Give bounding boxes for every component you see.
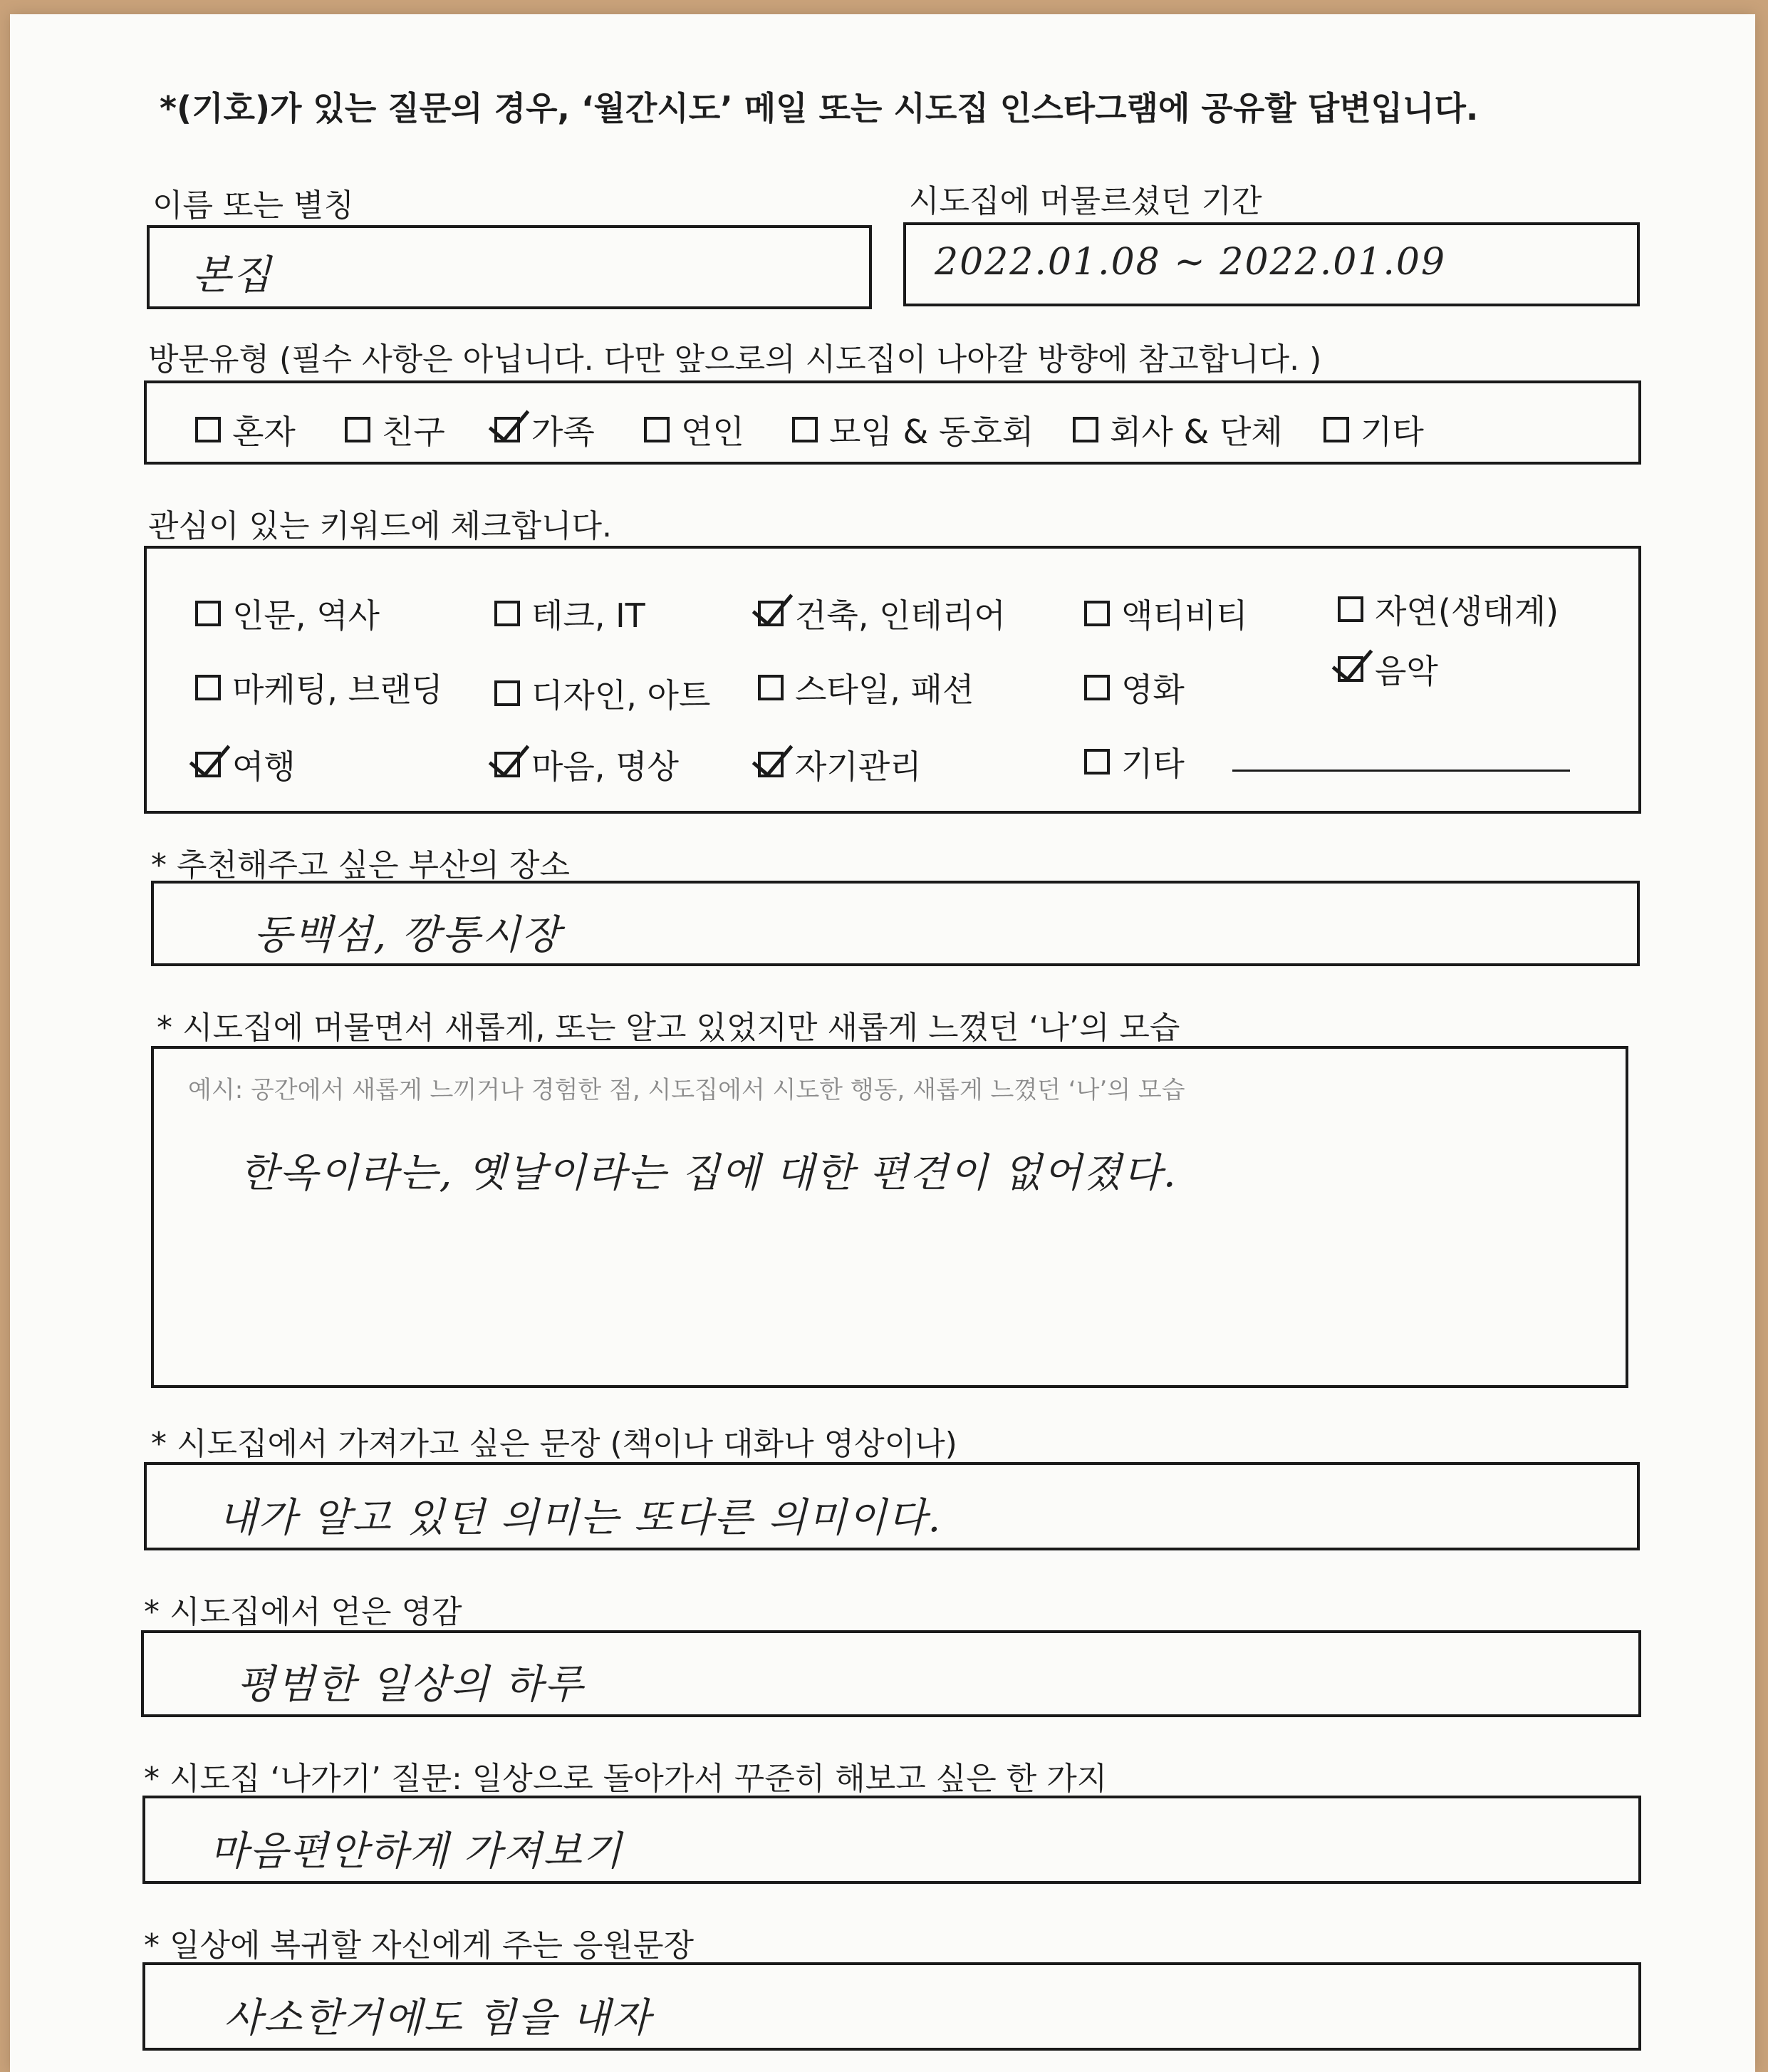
checkbox-icon[interactable] bbox=[1084, 601, 1110, 626]
checked-checkbox-icon[interactable] bbox=[1338, 656, 1363, 682]
cheer-value: 사소한거에도 힘을 내자 bbox=[224, 1995, 652, 2041]
checkbox-icon[interactable] bbox=[1338, 596, 1363, 622]
name-label: 이름 또는 별칭 bbox=[152, 187, 354, 224]
checkbox-icon[interactable] bbox=[758, 675, 784, 700]
visit-option-couple[interactable]: 연인 bbox=[644, 406, 744, 453]
visit-option-club[interactable]: 모임 & 동호회 bbox=[792, 406, 1034, 453]
keyword-self-care[interactable]: 자기관리 bbox=[758, 741, 922, 788]
checkbox-icon[interactable] bbox=[1073, 417, 1098, 442]
self-value: 한옥이라는, 옛날이라는 집에 대한 편견이 없어졌다. bbox=[239, 1150, 1177, 1196]
visit-option-family[interactable]: 가족 bbox=[494, 406, 595, 453]
checked-checkbox-icon[interactable] bbox=[494, 752, 520, 777]
sentence-label: * 시도집에서 가져가고 싶은 문장 (책이나 대화나 영상이나) bbox=[151, 1426, 957, 1462]
goingout-value: 마음편안하게 가져보기 bbox=[209, 1828, 623, 1875]
checkbox-icon[interactable] bbox=[195, 601, 221, 626]
checkbox-icon[interactable] bbox=[1084, 675, 1110, 700]
keywords-label: 관심이 있는 키워드에 체크합니다. bbox=[148, 508, 612, 544]
cheer-label: * 일상에 복귀할 자신에게 주는 응원문장 bbox=[144, 1927, 694, 1964]
goingout-field[interactable] bbox=[142, 1796, 1641, 1884]
self-hint: 예시: 공간에서 새롭게 느끼거나 경험한 점, 시도집에서 시도한 행동, 새롭게 느꼈던 ‘나’의 모습 bbox=[188, 1076, 1185, 1104]
self-label: * 시도집에 머물면서 새롭게, 또는 알고 있었지만 새롭게 느꼈던 ‘나’의 모습 bbox=[157, 1010, 1180, 1046]
keyword-design[interactable]: 디자인, 아트 bbox=[494, 670, 710, 717]
keyword-style[interactable]: 스타일, 패션 bbox=[758, 664, 974, 711]
visit-option-other[interactable]: 기타 bbox=[1324, 406, 1424, 453]
checkbox-icon[interactable] bbox=[494, 601, 520, 626]
keyword-mind[interactable]: 마음, 명상 bbox=[494, 741, 679, 788]
period-field[interactable] bbox=[903, 222, 1640, 306]
checked-checkbox-icon[interactable] bbox=[758, 601, 784, 626]
period-value: 2022.01.08 ~ 2022.01.09 bbox=[935, 241, 1447, 284]
keywords-box bbox=[144, 546, 1641, 814]
keyword-architecture[interactable]: 건축, 인테리어 bbox=[758, 590, 1006, 637]
checked-checkbox-icon[interactable] bbox=[494, 417, 520, 442]
name-value: 본집 bbox=[192, 252, 273, 299]
visit-option-company[interactable]: 회사 & 단체 bbox=[1073, 406, 1283, 453]
checkbox-icon[interactable] bbox=[1324, 417, 1349, 442]
keyword-movie[interactable]: 영화 bbox=[1084, 664, 1185, 711]
inspiration-label: * 시도집에서 얻은 영감 bbox=[144, 1594, 462, 1630]
goingout-label: * 시도집 ‘나가기’ 질문: 일상으로 돌아가서 꾸준히 해보고 싶은 한 가지 bbox=[144, 1761, 1108, 1797]
keyword-activity[interactable]: 액티비티 bbox=[1084, 590, 1248, 637]
inspiration-value: 평범한 일상의 하루 bbox=[236, 1662, 585, 1708]
keyword-humanities[interactable]: 인문, 역사 bbox=[195, 590, 380, 637]
checkbox-icon[interactable] bbox=[345, 417, 370, 442]
self-field[interactable] bbox=[151, 1046, 1628, 1388]
visit-option-friend[interactable]: 친구 bbox=[345, 406, 445, 453]
keyword-other[interactable]: 기타 bbox=[1084, 738, 1185, 785]
recommend-field[interactable] bbox=[151, 881, 1640, 966]
survey-form bbox=[10, 14, 1755, 2072]
period-label: 시도집에 머물르셨던 기간 bbox=[909, 183, 1262, 219]
cheer-field[interactable] bbox=[142, 1962, 1641, 2051]
visit-option-alone[interactable]: 혼자 bbox=[195, 406, 296, 453]
keyword-other-underline bbox=[1232, 770, 1570, 772]
visit-type-label: 방문유형 (필수 사항은 아닙니다. 다만 앞으로의 시도집이 나아갈 방향에 참고합니다. ) bbox=[148, 341, 1322, 378]
checkbox-icon[interactable] bbox=[792, 417, 818, 442]
sentence-value: 내가 알고 있던 의미는 또다른 의미이다. bbox=[218, 1495, 942, 1541]
form-notice: *(기호)가 있는 질문의 경우, ‘월간시도’ 메일 또는 시도집 인스타그램에 공유할 답변입니다. bbox=[160, 89, 1479, 128]
checkbox-icon[interactable] bbox=[195, 675, 221, 700]
checkbox-icon[interactable] bbox=[1084, 749, 1110, 775]
sentence-field[interactable] bbox=[144, 1462, 1640, 1550]
name-field[interactable] bbox=[147, 225, 872, 309]
keyword-music[interactable]: 음악 bbox=[1338, 646, 1438, 693]
keyword-marketing[interactable]: 마케팅, 브랜딩 bbox=[195, 664, 443, 711]
checked-checkbox-icon[interactable] bbox=[758, 752, 784, 777]
checked-checkbox-icon[interactable] bbox=[195, 752, 221, 777]
checkbox-icon[interactable] bbox=[644, 417, 670, 442]
keyword-nature[interactable]: 자연(생태계) bbox=[1338, 586, 1559, 633]
checkbox-icon[interactable] bbox=[494, 680, 520, 706]
visit-type-box bbox=[144, 380, 1641, 465]
recommend-value: 동백섬, 깡통시장 bbox=[254, 912, 562, 958]
checkbox-icon[interactable] bbox=[195, 417, 221, 442]
inspiration-field[interactable] bbox=[141, 1630, 1641, 1717]
keyword-travel[interactable]: 여행 bbox=[195, 741, 296, 788]
keyword-tech[interactable]: 테크, IT bbox=[494, 590, 645, 637]
recommend-label: * 추천해주고 싶은 부산의 장소 bbox=[151, 847, 570, 884]
